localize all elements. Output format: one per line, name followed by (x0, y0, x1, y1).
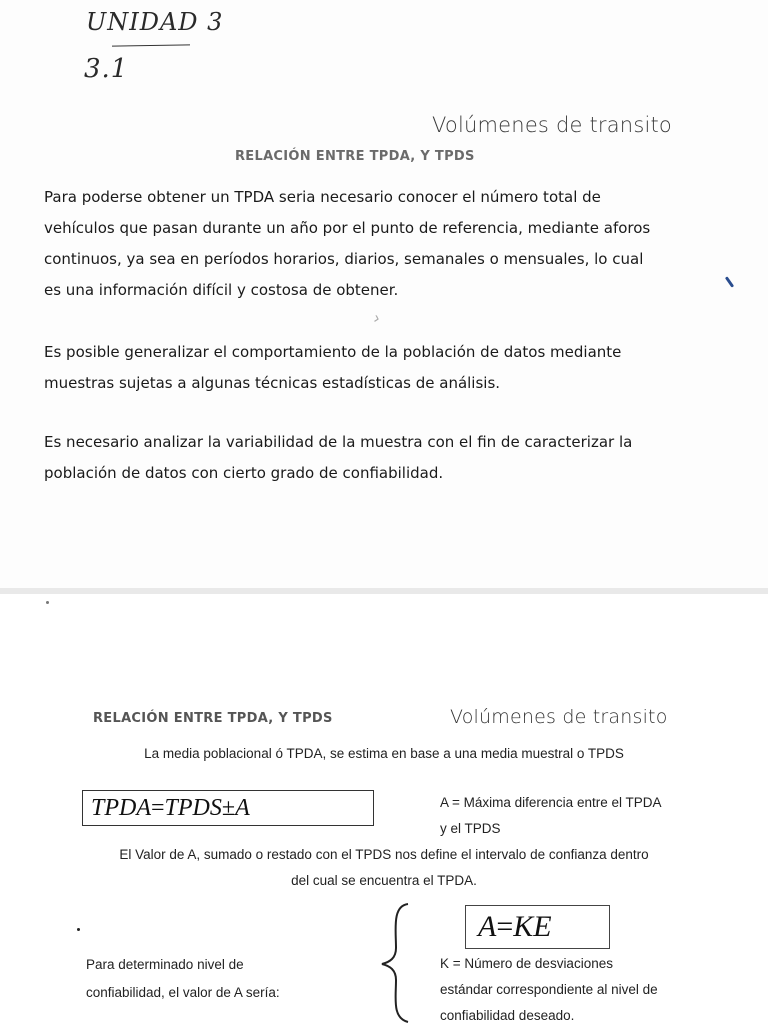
definition-line: confiabilidad deseado. (440, 1008, 575, 1023)
bullet-dot (77, 928, 80, 931)
eq-term: KE (513, 910, 552, 943)
paragraph-1 (44, 182, 704, 306)
equation-a-box (465, 905, 610, 949)
page1-subtitle: RELACIÓN ENTRE TPDA, Y TPDS (235, 149, 475, 164)
stray-arrow-mark: › (372, 309, 382, 328)
note-line: confiabilidad, el valor de A sería: (86, 985, 280, 1000)
eq-term: A (478, 910, 497, 943)
paragraph-2 (44, 337, 704, 399)
paragraph-line: es una información difícil y costosa de obtener. (44, 281, 399, 299)
handwritten-unit-label: UNIDAD 3 (86, 8, 224, 36)
eq-operator: = (151, 794, 165, 821)
paragraph-line: Es posible generalizar el comportamiento de la población de datos mediante (44, 343, 622, 361)
definition-a (440, 790, 740, 842)
equation-tpda-box (82, 790, 374, 826)
note-line: Para determinado nivel de (86, 957, 244, 972)
page2-title: Volúmenes de transito (450, 706, 668, 728)
paragraph-line: población de datos con cierto grado de confiabilidad. (44, 464, 444, 482)
paragraph-3 (44, 427, 704, 489)
curly-brace-icon (374, 900, 414, 1024)
intro-line: La media poblacional ó TPDA, se estima en base a una media muestral o TPDS (144, 746, 624, 761)
stray-dot (46, 601, 49, 604)
eq-term: A (235, 794, 250, 821)
eq-term: TPDA (91, 794, 151, 821)
paragraph-line: vehículos que pasan durante un año por el punto de referencia, mediante aforos (44, 219, 651, 237)
eq-operator: = (496, 910, 514, 943)
paragraph-line: muestras sujetas a algunas técnicas estadísticas de análisis. (44, 374, 501, 392)
eq-operator: ± (221, 794, 236, 821)
definition-line: A = Máxima diferencia entre el TPDA (440, 795, 662, 810)
definition-line: estándar correspondiente al nivel de (440, 982, 658, 997)
handwritten-section-number: 3.1 (84, 54, 129, 84)
definition-k (440, 951, 740, 1029)
paragraph-line: Es necesario analizar la variabilidad de la muestra con el fin de caracterizar la (44, 433, 633, 451)
definition-line: y el TPDS (440, 821, 501, 836)
confidence-note (86, 951, 326, 1007)
paragraph-line: continuos, ya sea en períodos horarios, diarios, semanales o mensuales, lo cual (44, 250, 644, 268)
center-text-line: El Valor de A, sumado o restado con el TPDS nos define el intervalo de confianza dentro (119, 847, 649, 862)
definition-line: K = Número de desviaciones (440, 956, 613, 971)
paragraph-line: Para poderse obtener un TPDA seria necesario conocer el número total de (44, 188, 601, 206)
eq-term: TPDS (164, 794, 222, 821)
center-text-line: del cual se encuentra el TPDA. (291, 873, 477, 888)
page2-subtitle: RELACIÓN ENTRE TPDA, Y TPDS (93, 711, 333, 726)
page1-title: Volúmenes de transito (432, 113, 672, 137)
